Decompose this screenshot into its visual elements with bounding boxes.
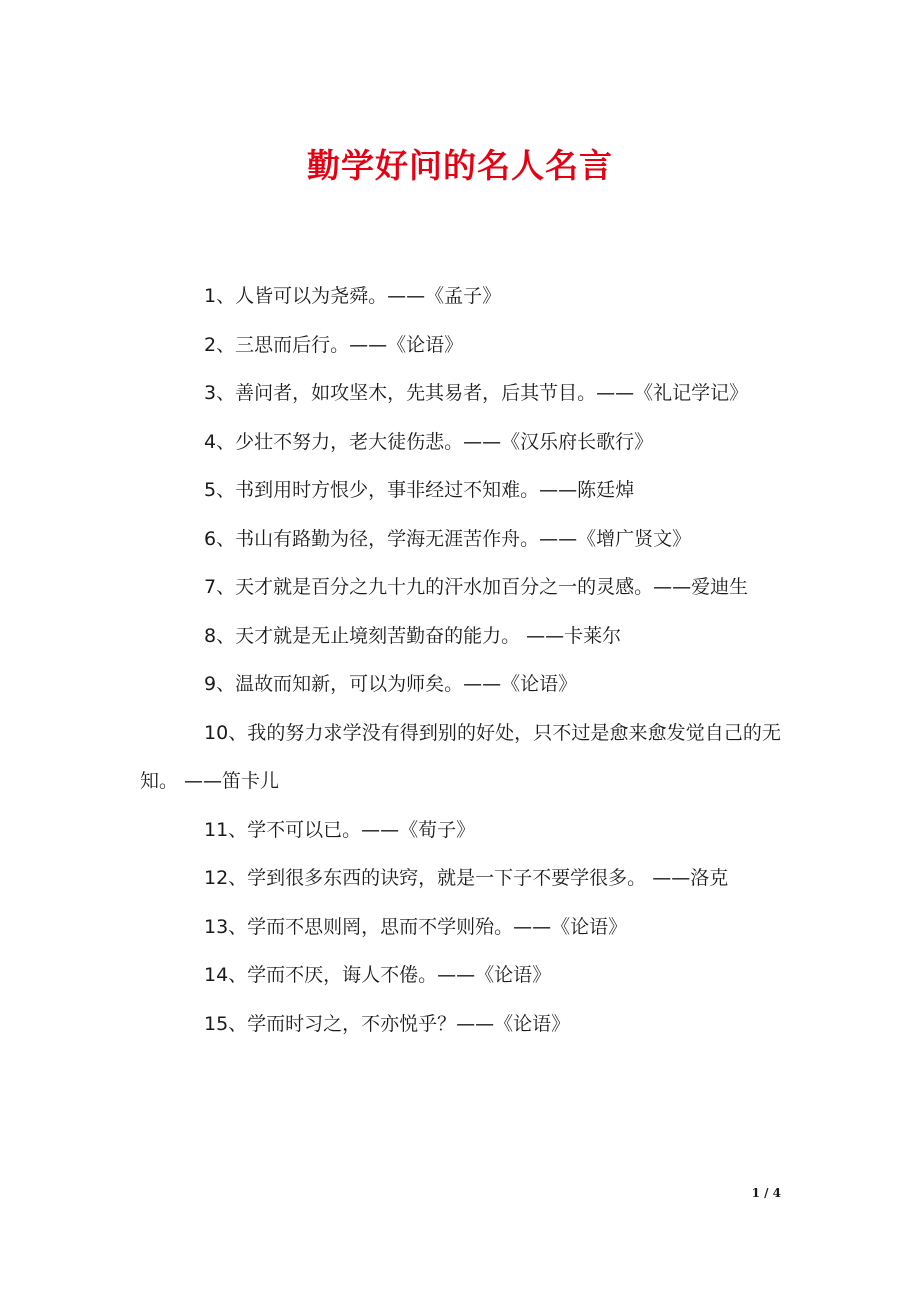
quote-item: 13、学而不思则罔，思而不学则殆。——《论语》 xyxy=(204,915,628,938)
quote-item: 14、学而不厌，诲人不倦。——《论语》 xyxy=(204,964,552,986)
document-title: 勤学好问的名人名言 xyxy=(307,146,613,185)
quote-item: 10、我的努力求学没有得到别的好处，只不过是愈来愈发觉自己的无知。 ——笛卡儿 xyxy=(140,721,781,792)
quote-item: 8、天才就是无止境刻苦勤奋的能力。 ——卡莱尔 xyxy=(204,624,622,647)
quote-item: 12、学到很多东西的诀窍，就是一下子不要学很多。 ——洛克 xyxy=(204,867,729,889)
quote-item: 4、少壮不努力，老大徒伤悲。——《汉乐府长歌行》 xyxy=(204,430,654,453)
quote-item: 15、学而时习之，不亦悦乎？——《论语》 xyxy=(204,1012,571,1035)
quote-item: 1、人皆可以为尧舜。——《孟子》 xyxy=(204,285,502,307)
quote-list xyxy=(140,272,781,1048)
quote-item: 7、天才就是百分之九十九的汗水加百分之一的灵感。——爱迪生 xyxy=(204,576,749,598)
quote-item: 2、三思而后行。——《论语》 xyxy=(204,333,464,356)
quote-item: 5、书到用时方恨少，事非经过不知难。——陈廷焯 xyxy=(204,479,635,501)
quote-item: 9、温故而知新，可以为师矣。——《论语》 xyxy=(204,673,578,695)
quote-item: 6、书山有路勤为径，学海无涯苦作舟。——《增广贤文》 xyxy=(204,527,692,550)
page-number: 1 / 4 xyxy=(751,1186,781,1200)
quote-item: 3、善问者，如攻坚木，先其易者，后其节目。——《礼记学记》 xyxy=(204,382,749,404)
quote-item: 11、学不可以已。——《荀子》 xyxy=(204,818,476,841)
